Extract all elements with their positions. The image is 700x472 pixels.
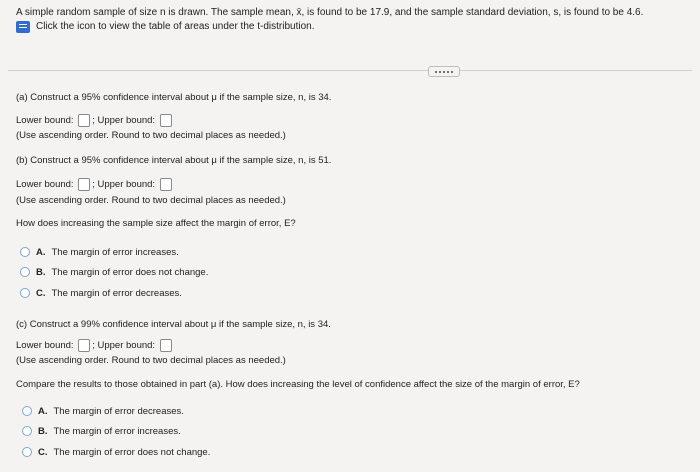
upper-bound-label: Upper bound: [97, 179, 156, 191]
upper-bound-label: Upper bound: [97, 340, 156, 352]
option-letter: C. [36, 288, 46, 299]
problem-intro [16, 6, 643, 34]
part-c-option-c[interactable] [22, 446, 210, 459]
part-b-question: How does increasing the sample size affect the margin of error, E? [16, 218, 296, 229]
radio-button[interactable] [20, 267, 30, 277]
option-letter: B. [36, 267, 46, 278]
part-a-note: (Use ascending order. Round to two decimal places as needed.) [16, 130, 286, 141]
expand-more-button[interactable] [428, 66, 460, 77]
part-c-upper-bound-input[interactable] [160, 339, 172, 352]
table-help-text: Click the icon to view the table of areas under the t-distribution. [36, 21, 315, 32]
option-letter: A. [38, 406, 48, 417]
option-letter: C. [38, 447, 48, 458]
part-c-option-b[interactable] [22, 425, 181, 438]
dot-icon [451, 71, 453, 73]
radio-button[interactable] [20, 288, 30, 298]
part-c-question: Compare the results to those obtained in part (a). How does increasing the level of confidence affect the size of the margin of error, E? [16, 379, 580, 390]
section-divider [8, 70, 692, 71]
option-text: The margin of error does not change. [53, 447, 211, 458]
part-c-note: (Use ascending order. Round to two decimal places as needed.) [16, 355, 286, 366]
lower-bound-label: Lower bound: [16, 340, 74, 352]
option-text: The margin of error increases. [51, 247, 179, 258]
radio-button[interactable] [22, 426, 32, 436]
radio-button[interactable] [22, 447, 32, 457]
part-b-option-a[interactable] [20, 246, 179, 259]
part-a-lower-bound-input[interactable] [78, 114, 90, 127]
part-c-lower-bound-input[interactable] [78, 339, 90, 352]
option-letter: A. [36, 247, 46, 258]
problem-statement: A simple random sample of size n is drawn. The sample mean, x̄, is found to be 17.9, and the sample standard deviation, s, is found to be 4.6. [16, 7, 644, 18]
bound-separator: ; [92, 115, 95, 127]
radio-button[interactable] [22, 406, 32, 416]
lower-bound-label: Lower bound: [16, 115, 74, 127]
dot-icon [439, 71, 441, 73]
part-b-upper-bound-input[interactable] [160, 178, 172, 191]
table-icon[interactable] [16, 21, 30, 33]
part-c-prompt: (c) Construct a 99% confidence interval about μ if the sample size, n, is 34. [16, 319, 331, 330]
option-text: The margin of error decreases. [51, 288, 182, 299]
dot-icon [447, 71, 449, 73]
option-letter: B. [38, 426, 48, 437]
lower-bound-label: Lower bound: [16, 179, 74, 191]
part-b-bounds [16, 178, 174, 191]
part-b-prompt: (b) Construct a 95% confidence interval about μ if the sample size, n, is 51. [16, 155, 332, 166]
part-c-bounds [16, 339, 174, 352]
part-a-prompt: (a) Construct a 95% confidence interval about μ if the sample size, n, is 34. [16, 92, 332, 103]
radio-button[interactable] [20, 247, 30, 257]
part-b-option-b[interactable] [20, 266, 208, 279]
part-c-option-a[interactable] [22, 405, 184, 418]
part-a-upper-bound-input[interactable] [160, 114, 172, 127]
part-b-note: (Use ascending order. Round to two decimal places as needed.) [16, 195, 286, 206]
option-text: The margin of error does not change. [51, 267, 209, 278]
upper-bound-label: Upper bound: [97, 115, 156, 127]
part-b-lower-bound-input[interactable] [78, 178, 90, 191]
part-a-bounds [16, 114, 174, 127]
bound-separator: ; [92, 179, 95, 191]
dot-icon [435, 71, 437, 73]
part-b-option-c[interactable] [20, 287, 182, 300]
option-text: The margin of error decreases. [53, 406, 184, 417]
dot-icon [443, 71, 445, 73]
option-text: The margin of error increases. [53, 426, 181, 437]
bound-separator: ; [92, 340, 95, 352]
table-help-row[interactable] [16, 20, 643, 34]
